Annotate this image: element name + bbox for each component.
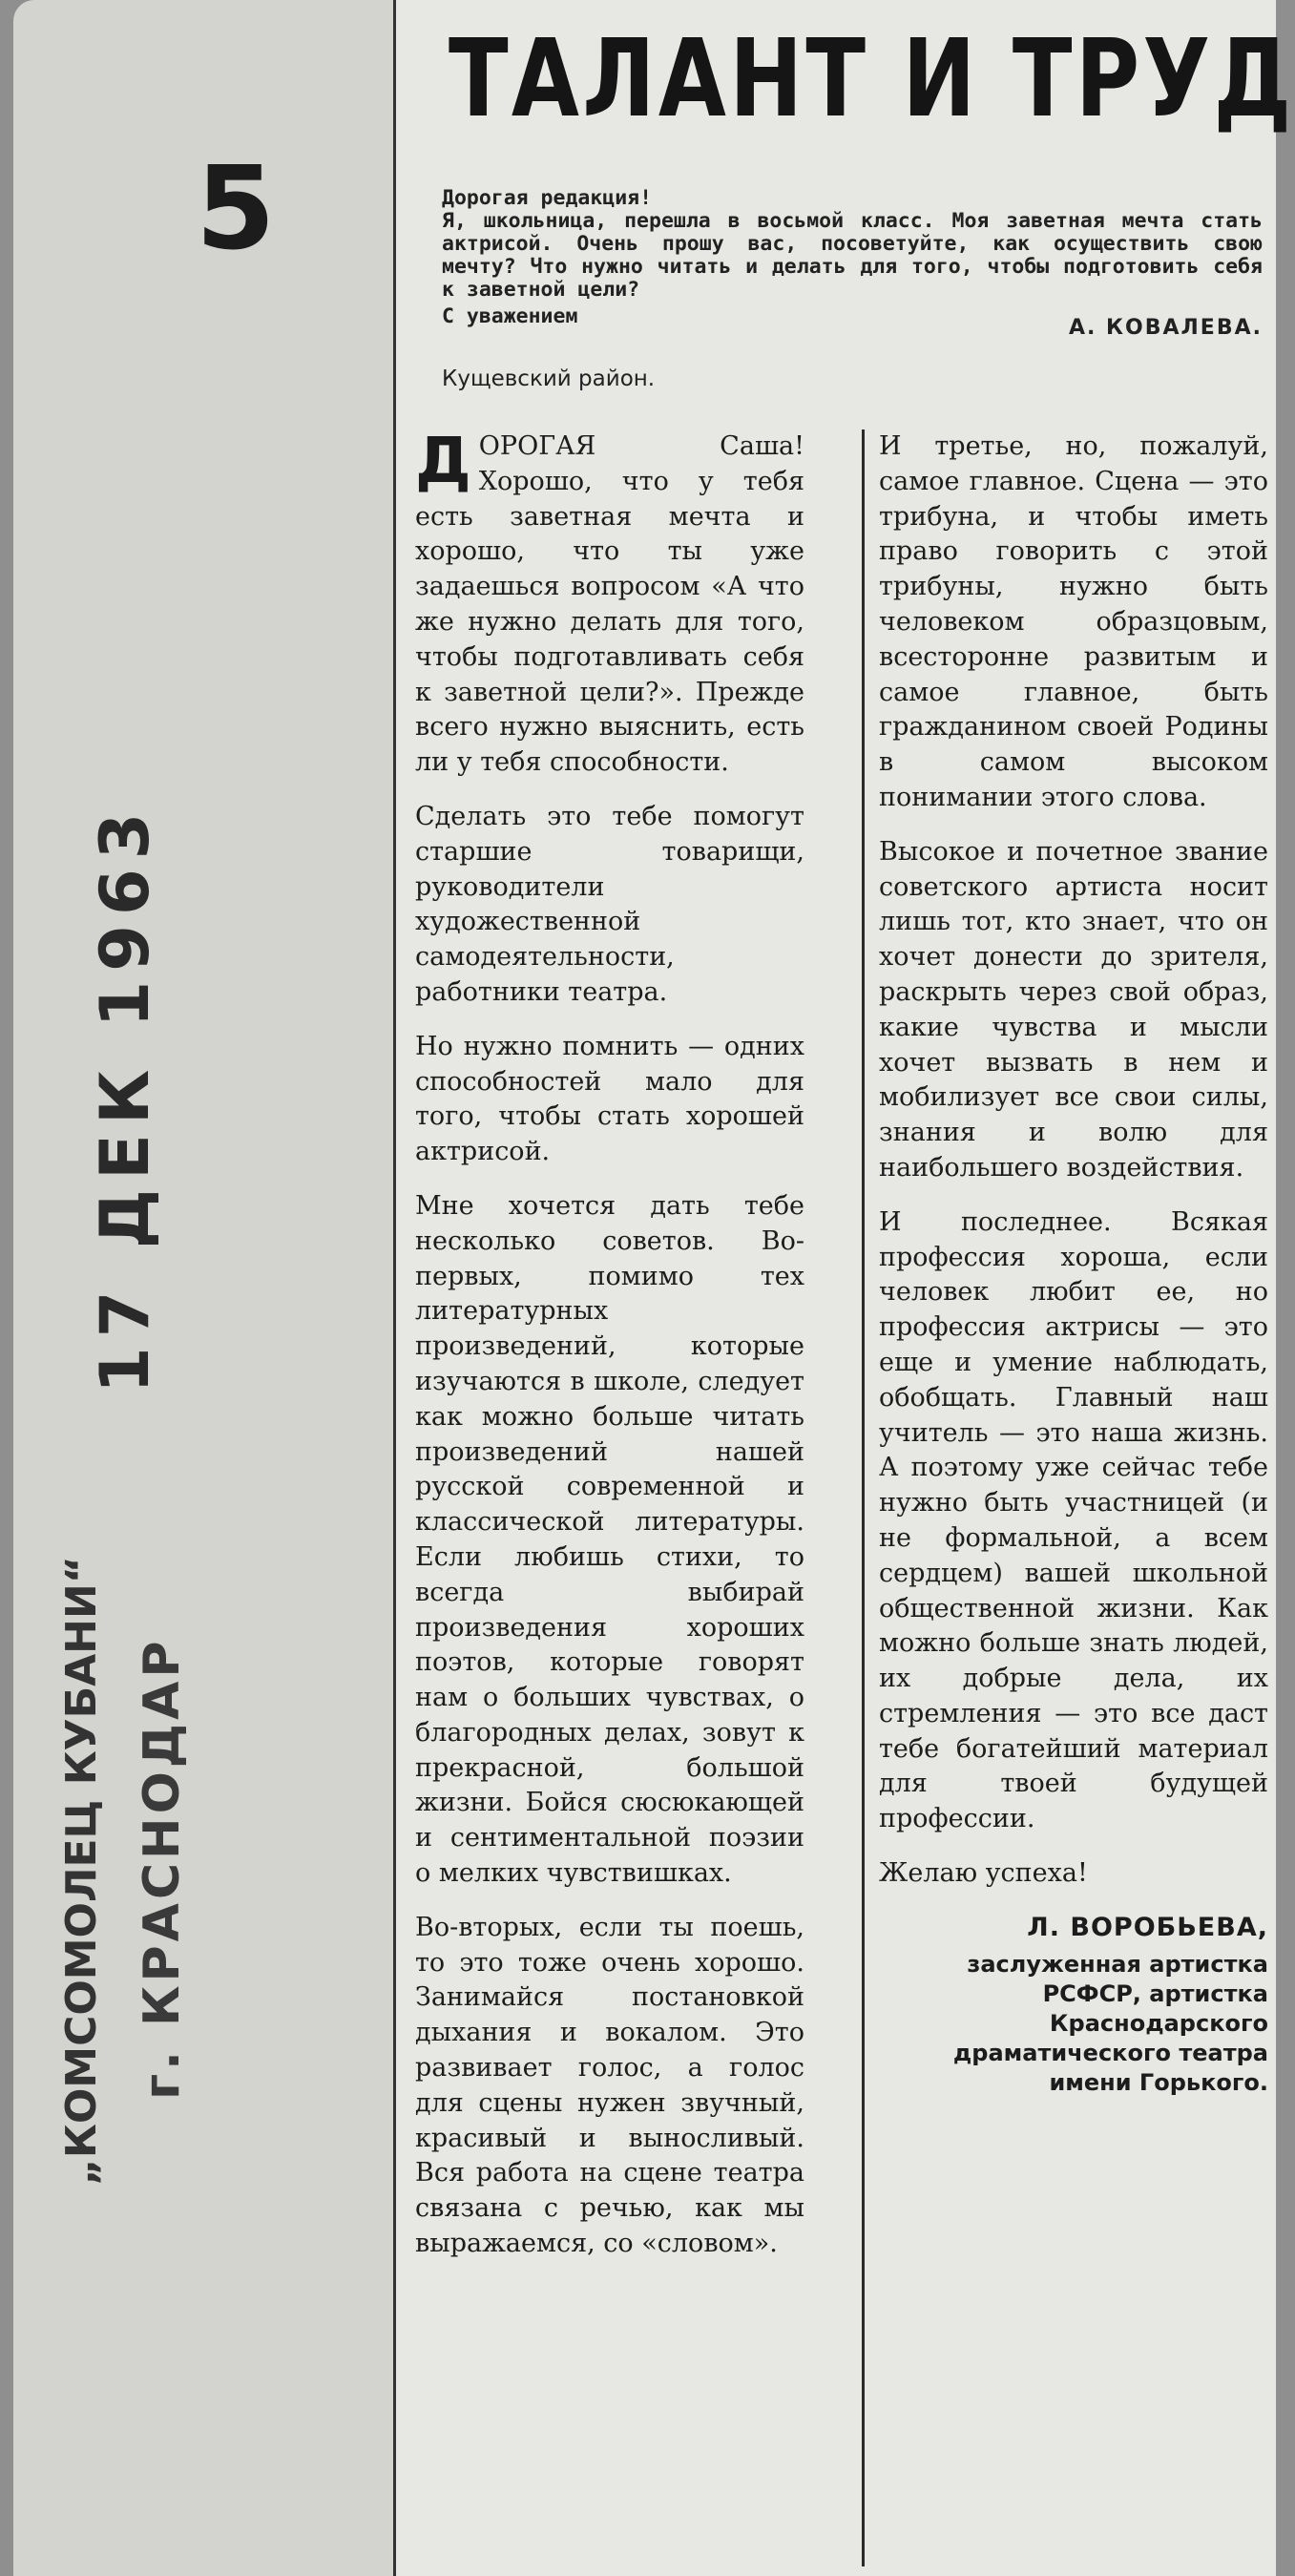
reply-paragraph: Сделать это тебе помогут старшие товарищи, руководители художественной самодеятельности, работники театра.	[415, 801, 804, 1007]
letter-closing: С уважением	[442, 304, 578, 328]
letter-author: А. КОВАЛЕВА.	[1069, 316, 1263, 340]
article-title: ТАЛАНТ И ТРУД	[449, 17, 1295, 141]
reply-paragraph: Высокое и почетное звание советского артиста носит лишь тот, кто знает, что он хочет донести до зрителя, раскрыть через свой образ, какие чувства и мысли хочет вызвать в нем и мобилизует все свои силы, знания и волю для наибольшего воздействия.	[879, 836, 1268, 1183]
source-name: „КОМСОМОЛЕЦ КУБАНИ“	[57, 1556, 106, 2186]
letter-body: Я, школьница, перешла в восьмой класс. Моя заветная мечта стать актрисой. Очень прошу вас, посоветуйте, как осуществить свою мечту? Что нужно читать и делать для того, чтобы подготовить себя к заветной цели?	[442, 209, 1263, 302]
reply-credentials: заслуженная артистка РСФСР, артистка Краснодарского драматического театра имени Горького.	[952, 1950, 1268, 2096]
reply-paragraph: Во-вторых, если ты поешь, то это тоже очень хорошо. Занимайся постановкой дыхания и вокалом. Это развивает голос, а голос для сцены нужен звучный, красивый и выносливый. Вся работа на сцене театра связана с речью, как мы выражаемся, со «словом».	[415, 1912, 804, 2259]
source-city: г. КРАСНОДАР	[134, 1637, 191, 2100]
reader-letter	[442, 186, 1263, 340]
letter-district: Кущевский район.	[442, 367, 656, 391]
date-stamp: 17 ДЕК 1963	[86, 803, 164, 1393]
newspaper-clipping	[393, 0, 1295, 2576]
reply-signature: Л. ВОРОБЬЕВА,	[1027, 1912, 1268, 1942]
reply-paragraph: Но нужно помнить — одних способностей мало для того, чтобы стать хорошей актрисой.	[415, 1031, 804, 1167]
drop-cap: Д	[415, 424, 471, 497]
reply-paragraph: Мне хочется дать тебе несколько советов. Во-первых, помимо тех литературных произведений, которые изучаются в школе, следует как можно больше читать произведений нашей русской современной и классической литературы. Если любишь стихи, то всегда выбирай произведения хороших поэтов, которые говорят нам о больших чувствах, о благородных делах, зовут к прекрасной, большой жизни. Бойся сюсюкающей и сентиментальной поэзии о мелких чувствишках.	[415, 1190, 804, 1889]
reply-column-left	[415, 424, 804, 2281]
letter-greeting: Дорогая редакция!	[442, 186, 653, 210]
reply-paragraph: И последнее. Всякая профессия хороша, если человек любит ее, но профессия актрисы — это еще и умение наблюдать, обобщать. Главный наш учитель — это наша жизнь. А поэтому уже сейчас тебе нужно быть участницей (и не формальной, а всем сердцем) вашей школьной общественной жизни. Как можно больше знать людей, их добрые дела, их стремления — это все даст тебе богатейший материал для твоей будущей профессии.	[879, 1206, 1268, 1834]
reply-column-right	[879, 429, 1268, 2098]
reply-paragraph: ДОРОГАЯ Саша! Хорошо, что у тебя есть заветная мечта и хорошо, что ты уже задаешься вопросом «А что же нужно делать для того, чтобы подготавливать себя к заветной цели?». Прежде всего нужно выяснить, есть ли у тебя способности.	[415, 424, 804, 778]
reply-paragraph: И третье, но, пожалуй, самое главное. Сцена — это трибуна, и чтобы иметь право говорить с этой трибуны, нужно быть человеком образцовым, всесторонне развитым и самое главное, быть гражданином своей Родины в самом высоком понимании этого слова.	[879, 431, 1268, 812]
reply-closing: Желаю успеха!	[879, 1858, 1088, 1889]
column-divider	[862, 429, 865, 2566]
page-number: 5	[196, 143, 276, 276]
